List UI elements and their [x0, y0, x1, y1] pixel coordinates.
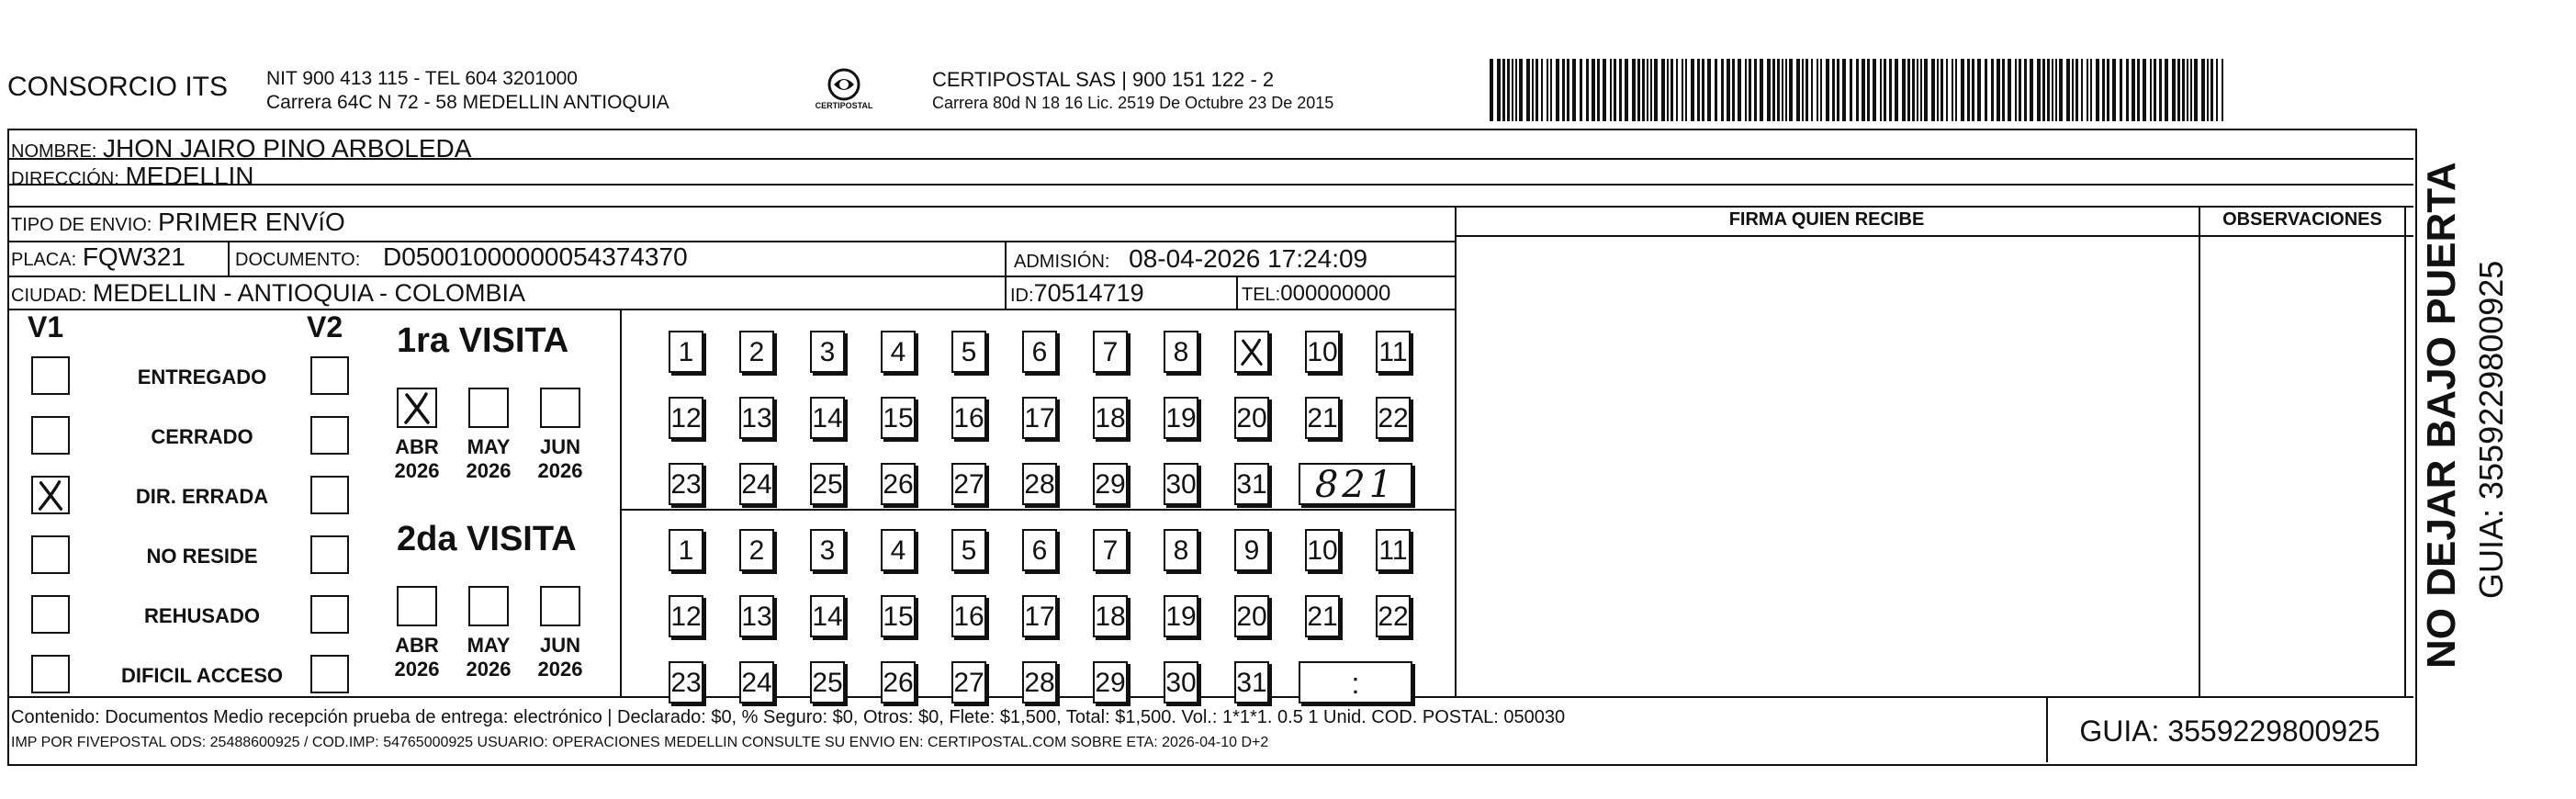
- month-year: 2026: [394, 459, 440, 482]
- month-year: 2026: [537, 658, 583, 681]
- barcode-bar: [1497, 59, 1501, 121]
- documento-value: D05001000000054374370: [382, 242, 688, 271]
- direccion-value: MEDELLIN: [125, 162, 254, 190]
- day-box[interactable]: 5: [951, 331, 986, 373]
- tipo-envio-label: TIPO DE ENVIO:: [11, 215, 152, 235]
- placa-value: FQW321: [82, 242, 186, 271]
- barcode-bar: [1867, 59, 1870, 121]
- footer-guia: GUIA: 3559229800925: [2079, 715, 2380, 748]
- v2-checkbox[interactable]: [310, 535, 349, 574]
- barcode-bar: [1586, 59, 1589, 121]
- barcode-bar: [1985, 59, 1987, 121]
- no-dejar-notice: NO DEJAR BAJO PUERTA: [2419, 162, 2464, 669]
- day-box[interactable]: 4: [881, 331, 916, 373]
- barcode-bar: [1535, 59, 1538, 121]
- barcode-bar: [1811, 59, 1813, 121]
- barcode-bar: [2143, 59, 2146, 121]
- barcode-bar: [1977, 59, 1981, 121]
- day-box[interactable]: 14: [810, 595, 845, 637]
- ciudad-label: CIUDAD:: [11, 286, 87, 306]
- barcode-bar: [1817, 59, 1818, 121]
- direccion-label: DIRECCIÓN:: [11, 169, 119, 189]
- footer-print-info: IMP POR FIVEPOSTAL ODS: 25488600925 / COD.IMP: 54765000925 USUARIO: OPERACIONES MEDELLIN CONSULTE SU ENVIO EN: CERTIPOSTAL.COM SOBRE ETA: 2026-04-10 D+2: [11, 735, 1269, 750]
- id-value: 70514719: [1033, 279, 1144, 307]
- barcode-bar: [2222, 59, 2223, 121]
- barcode-bar: [1562, 59, 1565, 121]
- month-checkbox[interactable]: [540, 388, 580, 428]
- barcode-bar: [2177, 59, 2180, 121]
- day-box[interactable]: 30: [1164, 463, 1198, 505]
- barcode-bar: [2075, 59, 2078, 121]
- barcode-bar: [2042, 59, 2045, 121]
- barcode-bar: [1512, 59, 1513, 121]
- barcode-bar: [1610, 59, 1612, 121]
- barcode-bar: [2216, 59, 2218, 121]
- day-box[interactable]: 3: [810, 529, 845, 571]
- status-label: REHUSADO: [144, 604, 260, 627]
- day-box[interactable]: 15: [881, 595, 916, 637]
- barcode-bar: [2112, 59, 2116, 121]
- barcode-bar: [1997, 59, 2000, 121]
- tel-field: [1242, 281, 1390, 307]
- tel-value: 000000000: [1280, 281, 1391, 306]
- barcode-bar: [2159, 59, 2162, 121]
- day-box[interactable]: 31: [1234, 661, 1269, 703]
- barcode-bar: [1625, 59, 1628, 121]
- v1-header: V1: [28, 310, 64, 343]
- tel-label: TEL:: [1242, 285, 1281, 305]
- barcode-bar: [1715, 59, 1717, 121]
- day-box[interactable]: 27: [951, 661, 986, 703]
- barcode-bar: [1920, 59, 1922, 121]
- barcode-bar: [2066, 59, 2070, 121]
- month-year: 2026: [466, 658, 512, 681]
- day-box[interactable]: 13: [739, 397, 774, 439]
- barcode-bar: [2210, 59, 2213, 121]
- day-box[interactable]: 1: [669, 331, 703, 373]
- barcode-bar: [1502, 59, 1505, 121]
- day-box[interactable]: 25: [810, 661, 845, 703]
- barcode-bar: [2120, 59, 2122, 121]
- day-box[interactable]: 7: [1093, 529, 1128, 571]
- barcode-bar: [2002, 59, 2005, 121]
- barcode-bar: [1931, 59, 1935, 121]
- day-box[interactable]: 27: [951, 463, 986, 505]
- v1-checkbox[interactable]: [31, 356, 70, 395]
- day-box[interactable]: 10: [1305, 529, 1340, 571]
- month-checkbox[interactable]: [540, 586, 580, 626]
- day-box[interactable]: 11: [1376, 529, 1411, 571]
- day-box[interactable]: 19: [1164, 595, 1198, 637]
- day-box[interactable]: 17: [1022, 397, 1057, 439]
- barcode-bar: [2194, 59, 2198, 121]
- status-label: CERRADO: [151, 425, 253, 448]
- company-name: CONSORCIO ITS: [7, 72, 229, 102]
- month-year: 2026: [466, 459, 512, 482]
- nombre-value: JHON JAIRO PINO ARBOLEDA: [103, 134, 472, 163]
- observations-area[interactable]: [2200, 237, 2402, 694]
- barcode-bar: [1820, 59, 1822, 121]
- barcode-bar: [1972, 59, 1974, 121]
- barcode-bar: [1884, 59, 1886, 121]
- barcode-bar: [1691, 59, 1694, 121]
- status-label: DIFICIL ACCESO: [120, 664, 283, 687]
- barcode-bar: [2137, 59, 2140, 121]
- barcode-bar: [1782, 59, 1783, 121]
- barcode-bar: [2037, 59, 2041, 121]
- certipostal-logo: [812, 64, 876, 119]
- barcode-bar: [1721, 59, 1724, 121]
- admision-value: 08-04-2026 17:24:09: [1129, 244, 1368, 273]
- barcode-bar: [2055, 59, 2057, 121]
- barcode-bar: [2201, 59, 2205, 121]
- signature-area[interactable]: [1457, 237, 2197, 694]
- day-box[interactable]: 23: [669, 463, 703, 505]
- id-label: ID:: [1010, 286, 1034, 306]
- v2-checkbox[interactable]: [310, 655, 349, 693]
- barcode-bar: [1745, 59, 1747, 121]
- day-box[interactable]: 31: [1234, 463, 1269, 505]
- barcode-bar: [1642, 59, 1645, 121]
- day-box[interactable]: 11: [1376, 331, 1411, 373]
- documento-label: DOCUMENTO:: [235, 250, 361, 270]
- barcode-bar: [1702, 59, 1704, 121]
- month-label: [533, 435, 588, 483]
- barcode-bar: [1580, 59, 1582, 121]
- barcode-bar: [1667, 59, 1669, 121]
- barcode-bar: [1661, 59, 1665, 121]
- barcode-bar: [1550, 59, 1552, 121]
- barcode-bar: [2154, 59, 2156, 121]
- barcode-bar: [2187, 59, 2188, 121]
- side-guia: GUIA: 3559229800925: [2472, 260, 2510, 599]
- carrier-line1: CERTIPOSTAL SAS | 900 151 122 - 2: [932, 68, 1275, 91]
- admision-label: ADMISIÓN:: [1014, 252, 1110, 272]
- day-box[interactable]: 9: [1234, 529, 1269, 571]
- month-checkbox[interactable]: [468, 586, 509, 626]
- day-box[interactable]: 6: [1022, 529, 1057, 571]
- barcode-bar: [1541, 59, 1543, 121]
- day-box[interactable]: 1: [669, 529, 703, 571]
- barcode-bar: [1519, 59, 1523, 121]
- v1-checkbox[interactable]: [31, 655, 70, 693]
- visit-title: 2da VISITA: [397, 520, 577, 558]
- month-checkbox[interactable]: [397, 586, 437, 626]
- barcode-bar: [1567, 59, 1569, 121]
- barcode-bar: [2030, 59, 2033, 121]
- barcode-bar: [1842, 59, 1846, 121]
- barcode-bar: [2015, 59, 2017, 121]
- day-box[interactable]: 21: [1305, 397, 1340, 439]
- barcode-bar: [1912, 59, 1915, 121]
- barcode-bar: [1873, 59, 1876, 121]
- barcode-bar: [2107, 59, 2109, 121]
- status-label: NO RESIDE: [146, 545, 258, 568]
- day-box[interactable]: 28: [1022, 661, 1057, 703]
- barcode-bar: [2008, 59, 2011, 121]
- barcode-bar: [1654, 59, 1658, 121]
- barcode-bar: [1862, 59, 1865, 121]
- time-box[interactable]: :: [1299, 661, 1412, 703]
- day-box[interactable]: 22: [1376, 397, 1411, 439]
- v2-checkbox[interactable]: [310, 476, 349, 514]
- day-box[interactable]: 7: [1093, 331, 1128, 373]
- v1-checkbox[interactable]: [31, 416, 70, 455]
- month-label: [389, 634, 444, 681]
- barcode-bar: [1727, 59, 1730, 121]
- barcode-bar: [1647, 59, 1648, 121]
- barcode-bar: [2052, 59, 2053, 121]
- barcode-bar: [2047, 59, 2050, 121]
- day-box[interactable]: 18: [1093, 595, 1128, 637]
- direccion-field: [11, 162, 254, 191]
- barcode-bar: [2165, 59, 2168, 121]
- barcode-bar: [1880, 59, 1882, 121]
- month-checkbox[interactable]: [397, 388, 437, 428]
- day-box[interactable]: 23: [669, 661, 703, 703]
- barcode-bar: [2081, 59, 2083, 121]
- day-box[interactable]: 12: [669, 595, 703, 637]
- barcode-bar: [1796, 59, 1800, 121]
- barcode-bar: [1924, 59, 1928, 121]
- day-box[interactable]: 3: [810, 331, 845, 373]
- day-box[interactable]: 16: [951, 595, 986, 637]
- month-year: 2026: [394, 658, 440, 681]
- barcode-bar: [1952, 59, 1953, 121]
- barcode-bar: [1682, 59, 1683, 121]
- time-box[interactable]: 821: [1299, 463, 1412, 505]
- barcode-bar: [1837, 59, 1839, 121]
- barcode-bar: [1707, 59, 1711, 121]
- barcode-bar: [1619, 59, 1622, 121]
- day-box[interactable]: [1234, 331, 1269, 373]
- barcode-bar: [2126, 59, 2129, 121]
- logo-text: CERTIPOSTAL: [815, 101, 873, 110]
- day-box[interactable]: 13: [739, 595, 774, 637]
- barcode-bar: [1547, 59, 1548, 121]
- day-box[interactable]: 22: [1376, 595, 1411, 637]
- month-label: [461, 634, 516, 681]
- v2-header: V2: [307, 310, 343, 343]
- status-label: DIR. ERRADA: [135, 485, 269, 508]
- barcode-bar: [1572, 59, 1576, 121]
- placa-field: [11, 242, 186, 272]
- nombre-field: [11, 134, 471, 163]
- barcode-bar: [1946, 59, 1948, 121]
- day-box[interactable]: 16: [951, 397, 986, 439]
- month-label: [461, 435, 516, 483]
- barcode-bar: [1507, 59, 1510, 121]
- day-box[interactable]: 19: [1164, 397, 1198, 439]
- documento-field: [235, 242, 688, 272]
- day-box[interactable]: 15: [881, 397, 916, 439]
- barcode-bar: [2024, 59, 2027, 121]
- v2-checkbox[interactable]: [310, 595, 349, 634]
- barcode-bar: [1789, 59, 1793, 121]
- observaciones-header: OBSERVACIONES: [2222, 209, 2382, 230]
- month-label: [533, 634, 588, 681]
- barcode-bar: [2207, 59, 2209, 121]
- firma-header: FIRMA QUIEN RECIBE: [1728, 209, 1925, 230]
- day-box[interactable]: 6: [1022, 331, 1057, 373]
- month-name: JUN: [539, 435, 580, 458]
- barcode-bar: [1532, 59, 1534, 121]
- barcode-bar: [1685, 59, 1687, 121]
- month-name: ABR: [395, 634, 439, 657]
- day-box[interactable]: 21: [1305, 595, 1340, 637]
- company-line1: NIT 900 413 115 - TEL 604 3201000: [266, 68, 578, 89]
- month-checkbox[interactable]: [468, 388, 509, 428]
- barcode-bar: [1614, 59, 1616, 121]
- barcode-bar: [2190, 59, 2192, 121]
- day-box[interactable]: 8: [1164, 529, 1198, 571]
- day-box[interactable]: 28: [1022, 463, 1057, 505]
- barcode-bar: [1515, 59, 1517, 121]
- v1-checkbox[interactable]: [31, 535, 70, 574]
- barcode-bar: [1907, 59, 1910, 121]
- day-box[interactable]: 8: [1164, 331, 1198, 373]
- month-label: [389, 435, 444, 483]
- placa-label: PLACA:: [11, 250, 77, 270]
- barcode-bar: [2102, 59, 2105, 121]
- company-line2: Carrera 64C N 72 - 58 MEDELLIN ANTIOQUIA: [266, 92, 669, 113]
- v1-checkbox[interactable]: [31, 476, 70, 514]
- barcode-bar: [1597, 59, 1600, 121]
- day-box[interactable]: 26: [881, 463, 916, 505]
- status-label: ENTREGADO: [137, 366, 267, 388]
- barcode-bar: [2059, 59, 2063, 121]
- barcode-bar: [1732, 59, 1735, 121]
- tipo-envio-field: [11, 208, 345, 237]
- carrier-line2: Carrera 80d N 18 16 Lic. 2519 De Octubre 23 De 2015: [932, 94, 1334, 112]
- day-box[interactable]: 26: [881, 661, 916, 703]
- month-name: JUN: [539, 634, 580, 657]
- barcode-bar: [2132, 59, 2135, 121]
- barcode-bar: [1738, 59, 1741, 121]
- barcode-bar: [2096, 59, 2099, 121]
- barcode-bar: [1802, 59, 1804, 121]
- id-field: [1010, 279, 1144, 308]
- barcode-bar: [1826, 59, 1829, 121]
- day-box[interactable]: 14: [810, 397, 845, 439]
- day-box[interactable]: 4: [881, 529, 916, 571]
- day-box[interactable]: 10: [1305, 331, 1340, 373]
- barcode-bar: [2182, 59, 2185, 121]
- barcode-bar: [1856, 59, 1859, 121]
- barcode-bar: [1697, 59, 1700, 121]
- day-box[interactable]: 30: [1164, 661, 1198, 703]
- v2-checkbox[interactable]: [310, 356, 349, 395]
- month-name: MAY: [467, 634, 511, 657]
- barcode-bar: [2087, 59, 2088, 121]
- day-box[interactable]: 24: [739, 661, 774, 703]
- month-name: ABR: [395, 435, 439, 458]
- day-box[interactable]: 29: [1093, 463, 1128, 505]
- barcode-bar: [1754, 59, 1757, 121]
- barcode-bar: [1592, 59, 1595, 121]
- day-box[interactable]: 20: [1234, 595, 1269, 637]
- barcode: [1490, 59, 2224, 121]
- day-box[interactable]: 17: [1022, 595, 1057, 637]
- month-year: 2026: [537, 459, 583, 482]
- barcode-bar: [1767, 59, 1771, 121]
- barcode-bar: [2172, 59, 2176, 121]
- barcode-bar: [2072, 59, 2074, 121]
- barcode-bar: [1772, 59, 1775, 121]
- footer-contents: Contenido: Documentos Medio recepción prueba de entrega: electrónico | Declarado: $0, % Seguro: $0, Otros: $0, Flete: $1,500, Total: $1,500. Vol.: 1*1*1. 0.5 1 Unid. COD. POSTAL: 050030: [11, 707, 1566, 727]
- barcode-bar: [1902, 59, 1906, 121]
- barcode-bar: [1850, 59, 1852, 121]
- barcode-bar: [1777, 59, 1780, 121]
- barcode-bar: [2150, 59, 2152, 121]
- barcode-bar: [1955, 59, 1957, 121]
- barcode-bar: [2019, 59, 2021, 121]
- barcode-bar: [2090, 59, 2092, 121]
- barcode-bar: [1632, 59, 1636, 121]
- visit-title: 1ra VISITA: [397, 321, 569, 360]
- day-box[interactable]: 5: [951, 529, 986, 571]
- day-box[interactable]: 2: [739, 331, 774, 373]
- barcode-bar: [1917, 59, 1918, 121]
- barcode-bar: [1785, 59, 1787, 121]
- ciudad-value: MEDELLIN - ANTIOQUIA - COLOMBIA: [92, 279, 525, 307]
- barcode-bar: [1760, 59, 1763, 121]
- barcode-bar: [1650, 59, 1652, 121]
- day-box[interactable]: 24: [739, 463, 774, 505]
- barcode-bar: [1895, 59, 1898, 121]
- v2-checkbox[interactable]: [310, 416, 349, 455]
- barcode-bar: [1937, 59, 1939, 121]
- barcode-bar: [1490, 59, 1493, 121]
- barcode-bar: [1805, 59, 1808, 121]
- barcode-bar: [1676, 59, 1678, 121]
- day-box[interactable]: 2: [739, 529, 774, 571]
- barcode-bar: [1832, 59, 1835, 121]
- day-box[interactable]: 29: [1093, 661, 1128, 703]
- barcode-bar: [1603, 59, 1606, 121]
- barcode-bar: [1961, 59, 1964, 121]
- barcode-bar: [1556, 59, 1559, 121]
- day-box[interactable]: 25: [810, 463, 845, 505]
- barcode-bar: [1940, 59, 1943, 121]
- tipo-envio-value: PRIMER ENVíO: [158, 208, 345, 236]
- ciudad-field: [11, 279, 525, 308]
- barcode-bar: [1670, 59, 1673, 121]
- day-box[interactable]: 20: [1234, 397, 1269, 439]
- admision-field: [1014, 244, 1367, 274]
- barcode-bar: [1637, 59, 1640, 121]
- barcode-bar: [1749, 59, 1751, 121]
- day-box[interactable]: 12: [669, 397, 703, 439]
- barcode-bar: [1889, 59, 1892, 121]
- v1-checkbox[interactable]: [31, 595, 70, 634]
- barcode-bar: [1991, 59, 1994, 121]
- nombre-label: NOMBRE:: [11, 141, 97, 162]
- barcode-bar: [1967, 59, 1970, 121]
- barcode-bar: [1526, 59, 1530, 121]
- day-box[interactable]: 18: [1093, 397, 1128, 439]
- month-name: MAY: [467, 435, 511, 458]
